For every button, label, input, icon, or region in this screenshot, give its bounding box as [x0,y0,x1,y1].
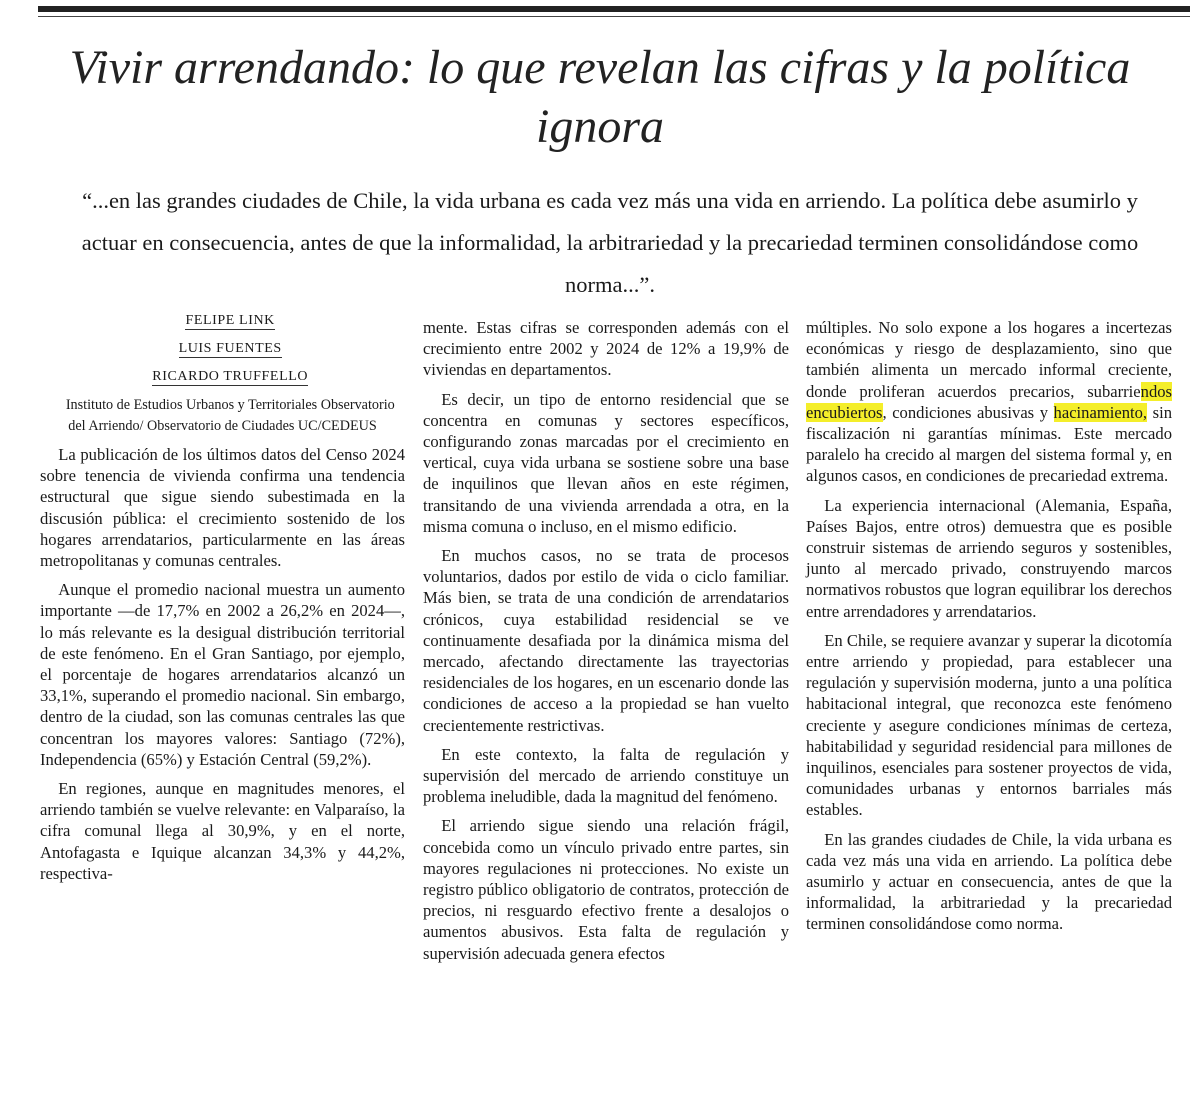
body-paragraph: Es decir, un tipo de entorno residencial que se concentra en comunas y sectores específicos, configurando zonas marcadas por el crecimiento en vertical, cuya vida urbana se sostiene sobre una base de inquilinos que llevan años en este régimen, transitando de una vivienda arrendada a otra, en la misma comuna o incluso, en el mismo edificio. [423,389,789,536]
body-paragraph [806,317,1172,487]
author-byline [40,339,405,359]
headline: Vivir arrendando: lo que revelan las cifras y la política ignora [69,41,1131,153]
author-byline [40,367,405,387]
author-name: LUIS FUENTES [178,341,282,356]
article-column-2 [423,317,789,964]
body-paragraph: En Chile, se requiere avanzar y superar la dicotomía entre arriendo y propiedad, para establecer una regulación y supervisión moderna, junto a una política habitacional integral, que reconozca este fenómeno creciente y asegure condiciones mínimas de certeza, habitabilidad y seguridad residencial para millones de inquilinos, esenciales para sostener proyectos de vida, comunidades urbanas y entornos barriales más estables. [806,630,1172,820]
top-rule-thin [38,16,1190,17]
author-byline [40,311,405,331]
body-paragraph: En regiones, aunque en magnitudes menores, el arriendo también se vuelve relevante: en Valparaíso, la cifra comunal llega al 30,9%, y en el norte, Antofagasta e Iquique alcanzan 34,3% y 44,2%, respectiva- [40,779,405,883]
body-paragraph: La experiencia internacional (Alemania, España, Países Bajos, entre otros) demuestra que es posible construir sistemas de arriendo seguros y sostenibles, junto al mercado privado, construyendo marcos normativos robustos que logran equilibrar los derechos entre arrendadores y arrendatarios. [806,495,1172,621]
body-paragraph: mente. Estas cifras se corresponden además con el crecimiento entre 2002 y 2024 de 12% a 19,9% de viviendas en departamentos. [423,318,789,380]
author-name: FELIPE LINK [185,313,275,328]
body-text: múltiples. No solo expone a los hogares a incertezas económicas y riesgo de desplazamiento, sino que también alimenta un mercado informal creciente, donde proliferan acuerdos precarios, subarrie [806,318,1172,401]
body-paragraph: En este contexto, la falta de regulación y supervisión del mercado de arriendo constituye un problema ineludible, dada la magnitud del fenómeno. [423,744,789,807]
body-paragraph: En las grandes ciudades de Chile, la vida urbana es cada vez más una vida en arriendo. La política debe asumirlo y actuar en consecuencia, antes de que la informalidad, la arbitrariedad y la precariedad terminen consolidándose como norma. [806,829,1172,934]
author-name: RICARDO TRUFFELLO [152,369,309,384]
body-paragraph: La publicación de los últimos datos del Censo 2024 sobre tenencia de vivienda confirma una tendencia estructural que sigue siendo subestimada en la discusión pública: el crecimiento sostenido de los hogares arrendatarios, particularmente en las áreas metropolitanas y comunas centrales. [40,445,405,571]
article-column-1 [40,311,405,884]
body-paragraph: Aunque el promedio nacional muestra un aumento importante —de 17,7% en 2002 a 26,2% en 2024—, lo más relevante es la desigual distribución territorial de este fenómeno. En el Gran Santiago, por ejemplo, el porcentaje de hogares arrendatarios alcanzó un 33,1%, superando el promedio nacional. Sin embargo, dentro de la ciudad, son las comunas centrales las que concentran los mayores valores: Santiago (72%), Independencia (65%) y Estación Central (59,2%). [40,580,405,769]
author-affiliation: Instituto de Estudios Urbanos y Territoriales Observatorio del Arriendo/ Observatorio de Ciudades UC/CEDEUS [65,397,395,434]
top-rule-thick [38,6,1190,12]
highlighted-text: ndos encubiertos [806,381,1172,422]
highlighted-text: hacinamiento, [1053,402,1148,422]
body-paragraph: El arriendo sigue siendo una relación frágil, concebida como un vínculo privado entre partes, sin mayores regulaciones ni protecciones. No existe un registro público obligatorio de contratos, protección de precios, ni resguardo efectivo frente a desalojos o aumentos abusivos. Esta falta de regulación y supervisión adecuada genera efectos [423,816,789,963]
body-text: , condiciones abusivas y [882,402,1054,422]
body-paragraph: En muchos casos, no se trata de procesos voluntarios, dados por estilo de vida o ciclo familiar. Más bien, se trata de una condición de arrendatarios crónicos, cuya estabilidad residencial se ve continuamente desafiada por la dinámica misma del mercado, afectando directamente las trayectorias residenciales de los hogares, en un escenario donde las condiciones de acceso a la propiedad se han vuelto crecientemente restrictivas. [423,546,789,735]
body-text: sin fiscalización ni garantías mínimas. Este mercado paralelo ha crecido al margen del sistema formal y, en algunos casos, en condiciones de precariedad extrema. [806,402,1172,486]
standfirst-quote: “...en las grandes ciudades de Chile, la vida urbana es cada vez más una vida en arriendo. La política debe asumirlo y actuar en consecuencia, antes de que la informalidad, la arbitrariedad y la precariedad terminen consolidándose como norma...”. [81,188,1139,297]
article-column-3 [806,317,1172,935]
